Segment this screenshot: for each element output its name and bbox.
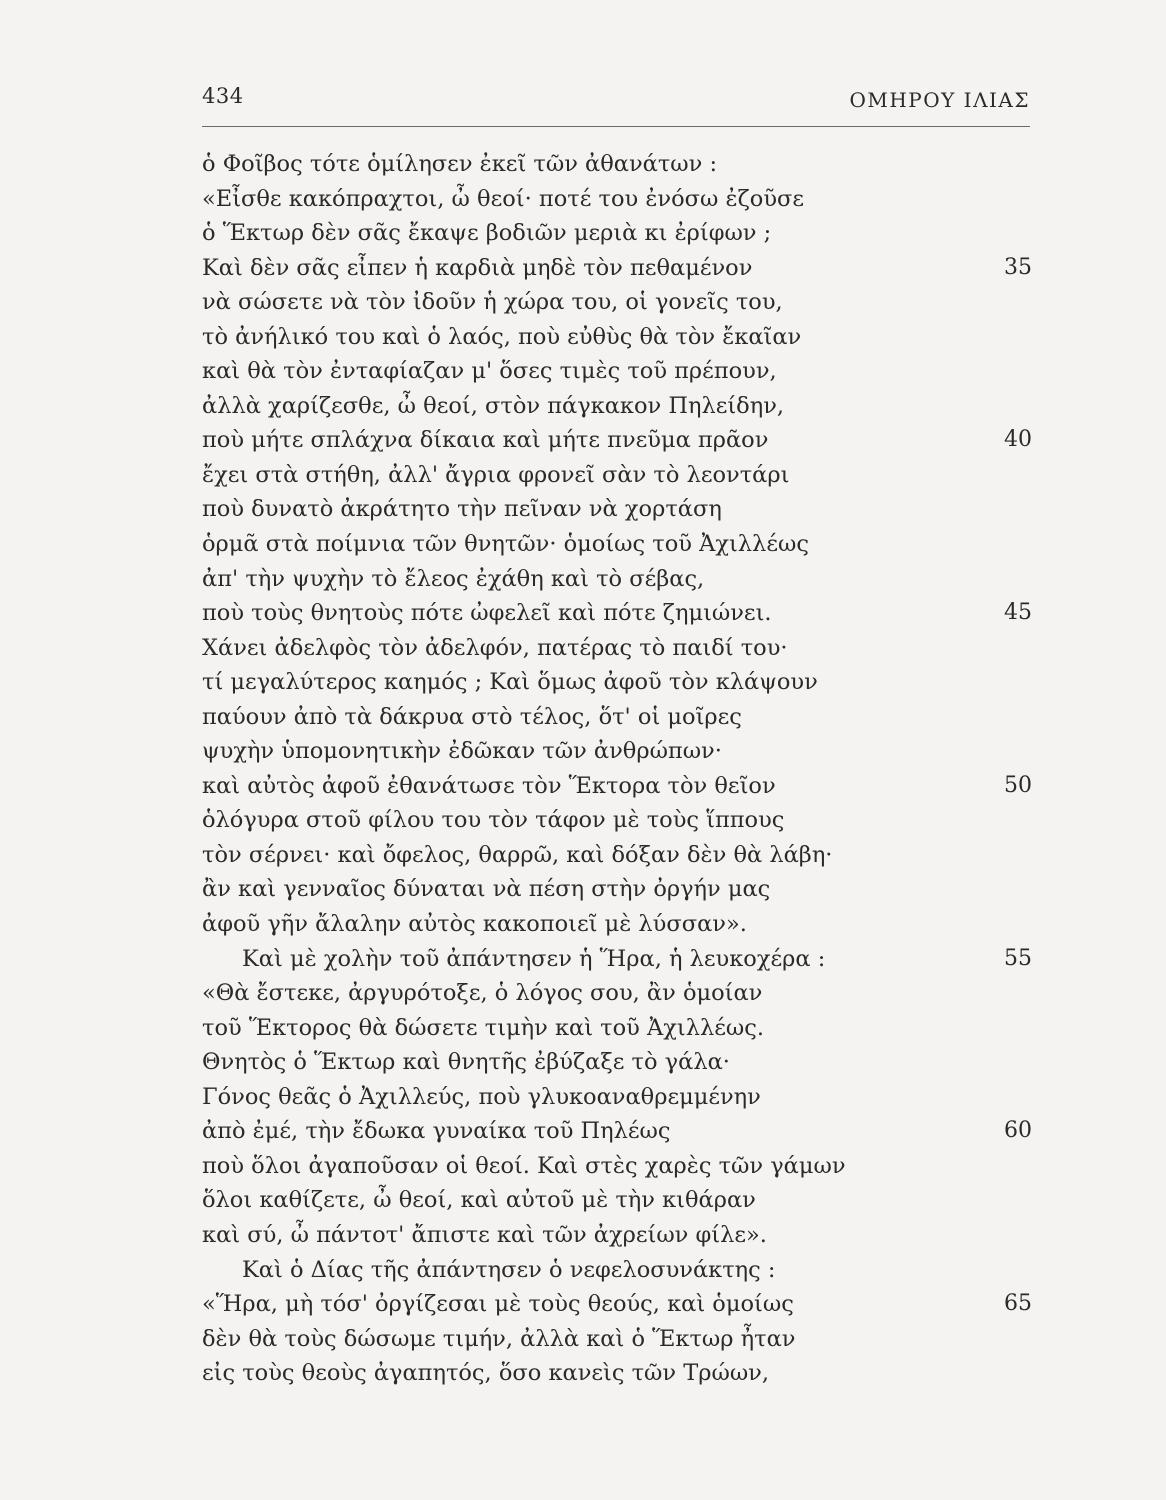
verse-line <box>202 803 1032 838</box>
verse-text: ἀπὸ ἐμέ, τὴν ἔδωκα γυναίκα τοῦ Πηλέως <box>202 1118 671 1145</box>
verse-text: Καὶ μὲ χολὴν τοῦ ἀπάντησεν ἡ Ἥρα, ἡ λευκοχέρα : <box>242 945 826 972</box>
line-number: 40 <box>1004 427 1032 453</box>
verse-text: καὶ αὐτὸς ἀφοῦ ἐθανάτωσε τὸν Ἕκτορα τὸν θεῖον <box>202 772 776 799</box>
line-number: 55 <box>1004 945 1032 971</box>
verse-line <box>202 1080 1032 1115</box>
verse-line <box>202 1183 1032 1218</box>
running-title: ΟΜΗΡΟΥ ΙΛΙΑΣ <box>849 88 1030 112</box>
verse-line <box>202 216 1032 251</box>
verse-text: ποὺ μήτε σπλάχνα δίκαια καὶ μήτε πνεῦμα πρᾶον <box>202 427 769 454</box>
verse-text: ἀφοῦ γῆν ἄλαλην αὐτὸς κακοποιεῖ μὲ λύσσαν». <box>202 911 747 938</box>
verse-line <box>202 872 1032 907</box>
verse-line <box>202 976 1032 1011</box>
verse-text: «Εἶσθε κακόπραχτοι, ὦ θεοί· ποτέ του ἐνόσω ἐζοῦσε <box>202 185 805 212</box>
verse-line <box>202 596 1032 631</box>
verse-text: ὁ Φοῖβος τότε ὁμίλησεν ἐκεῖ τῶν ἀθανάτων : <box>202 151 718 177</box>
verse-text: ὁ Ἕκτωρ δὲν σᾶς ἔκαψε βοδιῶν μεριὰ κι ἐρίφων ; <box>202 220 772 247</box>
verse-line <box>202 458 1032 493</box>
verse-text: ποὺ ὅλοι ἀγαποῦσαν οἱ θεοί. Καὶ στὲς χαρὲς τῶν γάμων <box>202 1152 846 1179</box>
verse-text: ὁλόγυρα στοῦ φίλου του τὸν τάφον μὲ τοὺς ἵππους <box>202 807 785 834</box>
verse-line <box>202 285 1032 320</box>
verse-line <box>202 1322 1032 1357</box>
line-number: 50 <box>1004 772 1032 798</box>
verse-line <box>202 769 1032 804</box>
verse-text: ποὺ δυνατὸ ἀκράτητο τὴν πεῖναν νὰ χορτάση <box>202 496 722 523</box>
verse-text: ἂν καὶ γενναῖος δύναται νὰ πέση στὴν ὀργήν μας <box>202 876 771 903</box>
line-number: 45 <box>1004 600 1032 626</box>
verse-text: τοῦ Ἕκτορος θὰ δώσετε τιμὴν καὶ τοῦ Ἀχιλλέως. <box>202 1014 764 1041</box>
verse-text: καὶ θὰ τὸν ἐνταφίαζαν μ' ὅσες τιμὲς τοῦ πρέπουν, <box>202 358 777 385</box>
line-number: 35 <box>1004 254 1032 280</box>
verse-line <box>202 631 1032 666</box>
verse-text: Καὶ δὲν σᾶς εἶπεν ἡ καρδιὰ μηδὲ τὸν πεθαμένον <box>202 254 753 281</box>
verse-text: ψυχὴν ὑπομονητικὴν ἐδῶκαν τῶν ἀνθρώπων· <box>202 738 722 765</box>
verse-text: «Θὰ ἔστεκε, ἀργυρότοξε, ὁ λόγος σου, ἂν ὁμοίαν <box>202 980 763 1007</box>
verse-text: ἀπ' τὴν ψυχὴν τὸ ἔλεος ἐχάθη καὶ τὸ σέβας, <box>202 565 705 592</box>
verse-text: Καὶ ὁ Δίας τῆς ἀπάντησεν ὁ νεφελοσυνάκτης : <box>242 1256 776 1283</box>
poem-text <box>202 147 1032 1391</box>
verse-text: ὁρμᾶ στὰ ποίμνια τῶν θνητῶν· ὁμοίως τοῦ Ἀχιλλέως <box>202 531 809 558</box>
verse-line <box>202 734 1032 769</box>
verse-line <box>202 527 1032 562</box>
verse-line <box>202 665 1032 700</box>
verse-text: τί μεγαλύτερος καημός ; Καὶ ὅμως ἀφοῦ τὸν κλάψουν <box>202 669 818 696</box>
page-header <box>202 84 1030 127</box>
verse-line <box>202 562 1032 597</box>
verse-line <box>202 389 1032 424</box>
line-number: 65 <box>1004 1291 1032 1317</box>
verse-line <box>202 1253 1032 1288</box>
page-number: 434 <box>202 84 244 108</box>
verse-line <box>202 251 1032 286</box>
line-number: 60 <box>1004 1118 1032 1144</box>
verse-text: Γόνος θεᾶς ὁ Ἀχιλλεύς, ποὺ γλυκοαναθρεμμένην <box>202 1083 761 1110</box>
verse-line <box>202 1011 1032 1046</box>
verse-text: καὶ σύ, ὦ πάντοτ' ἄπιστε καὶ τῶν ἀχρείων φίλε». <box>202 1221 767 1248</box>
verse-text: ποὺ τοὺς θνητοὺς πότε ὠφελεῖ καὶ πότε ζημιώνει. <box>202 600 772 627</box>
verse-text: ἔχει στὰ στήθη, ἀλλ' ἄγρια φρονεῖ σὰν τὸ λεοντάρι <box>202 461 790 488</box>
verse-line <box>202 492 1032 527</box>
verse-line <box>202 423 1032 458</box>
verse-line <box>202 147 1032 182</box>
verse-line <box>202 1356 1032 1391</box>
verse-line <box>202 1149 1032 1184</box>
verse-text: δὲν θὰ τοὺς δώσωμε τιμήν, ἀλλὰ καὶ ὁ Ἕκτωρ ἦταν <box>202 1325 796 1352</box>
verse-line <box>202 182 1032 217</box>
verse-line <box>202 700 1032 735</box>
verse-line <box>202 354 1032 389</box>
verse-text: τὸ ἀνήλικό του καὶ ὁ λαός, ποὺ εὐθὺς θὰ τὸν ἔκαῖαν <box>202 323 802 350</box>
verse-line <box>202 907 1032 942</box>
verse-line <box>202 320 1032 355</box>
verse-line <box>202 1114 1032 1149</box>
verse-text: παύουν ἀπὸ τὰ δάκρυα στὸ τέλος, ὅτ' οἱ μοῖρες <box>202 703 742 730</box>
verse-line <box>202 1218 1032 1253</box>
verse-text: Χάνει ἀδελφὸς τὸν ἀδελφόν, πατέρας τὸ παιδί του· <box>202 634 788 661</box>
verse-line <box>202 838 1032 873</box>
verse-text: εἰς τοὺς θεοὺς ἀγαπητός, ὅσο κανεὶς τῶν Τρώων, <box>202 1360 769 1387</box>
verse-text: τὸν σέρνει· καὶ ὄφελος, θαρρῶ, καὶ δόξαν δὲν θὰ λάβη· <box>202 841 833 868</box>
verse-text: ὅλοι καθίζετε, ὦ θεοί, καὶ αὐτοῦ μὲ τὴν κιθάραν <box>202 1187 756 1214</box>
verse-line <box>202 942 1032 977</box>
verse-text: νὰ σώσετε νὰ τὸν ἰδοῦν ἡ χώρα του, οἱ γονεῖς του, <box>202 289 783 316</box>
verse-text: «Ἥρα, μὴ τόσ' ὀργίζεσαι μὲ τοὺς θεούς, καὶ ὁμοίως <box>202 1291 794 1318</box>
verse-line <box>202 1287 1032 1322</box>
verse-line <box>202 1045 1032 1080</box>
verse-text: ἀλλὰ χαρίζεσθε, ὦ θεοί, στὸν πάγκακον Πηλείδην, <box>202 392 785 419</box>
verse-text: Θνητὸς ὁ Ἕκτωρ καὶ θνητῆς ἐβύζαξε τὸ γάλα· <box>202 1049 730 1076</box>
